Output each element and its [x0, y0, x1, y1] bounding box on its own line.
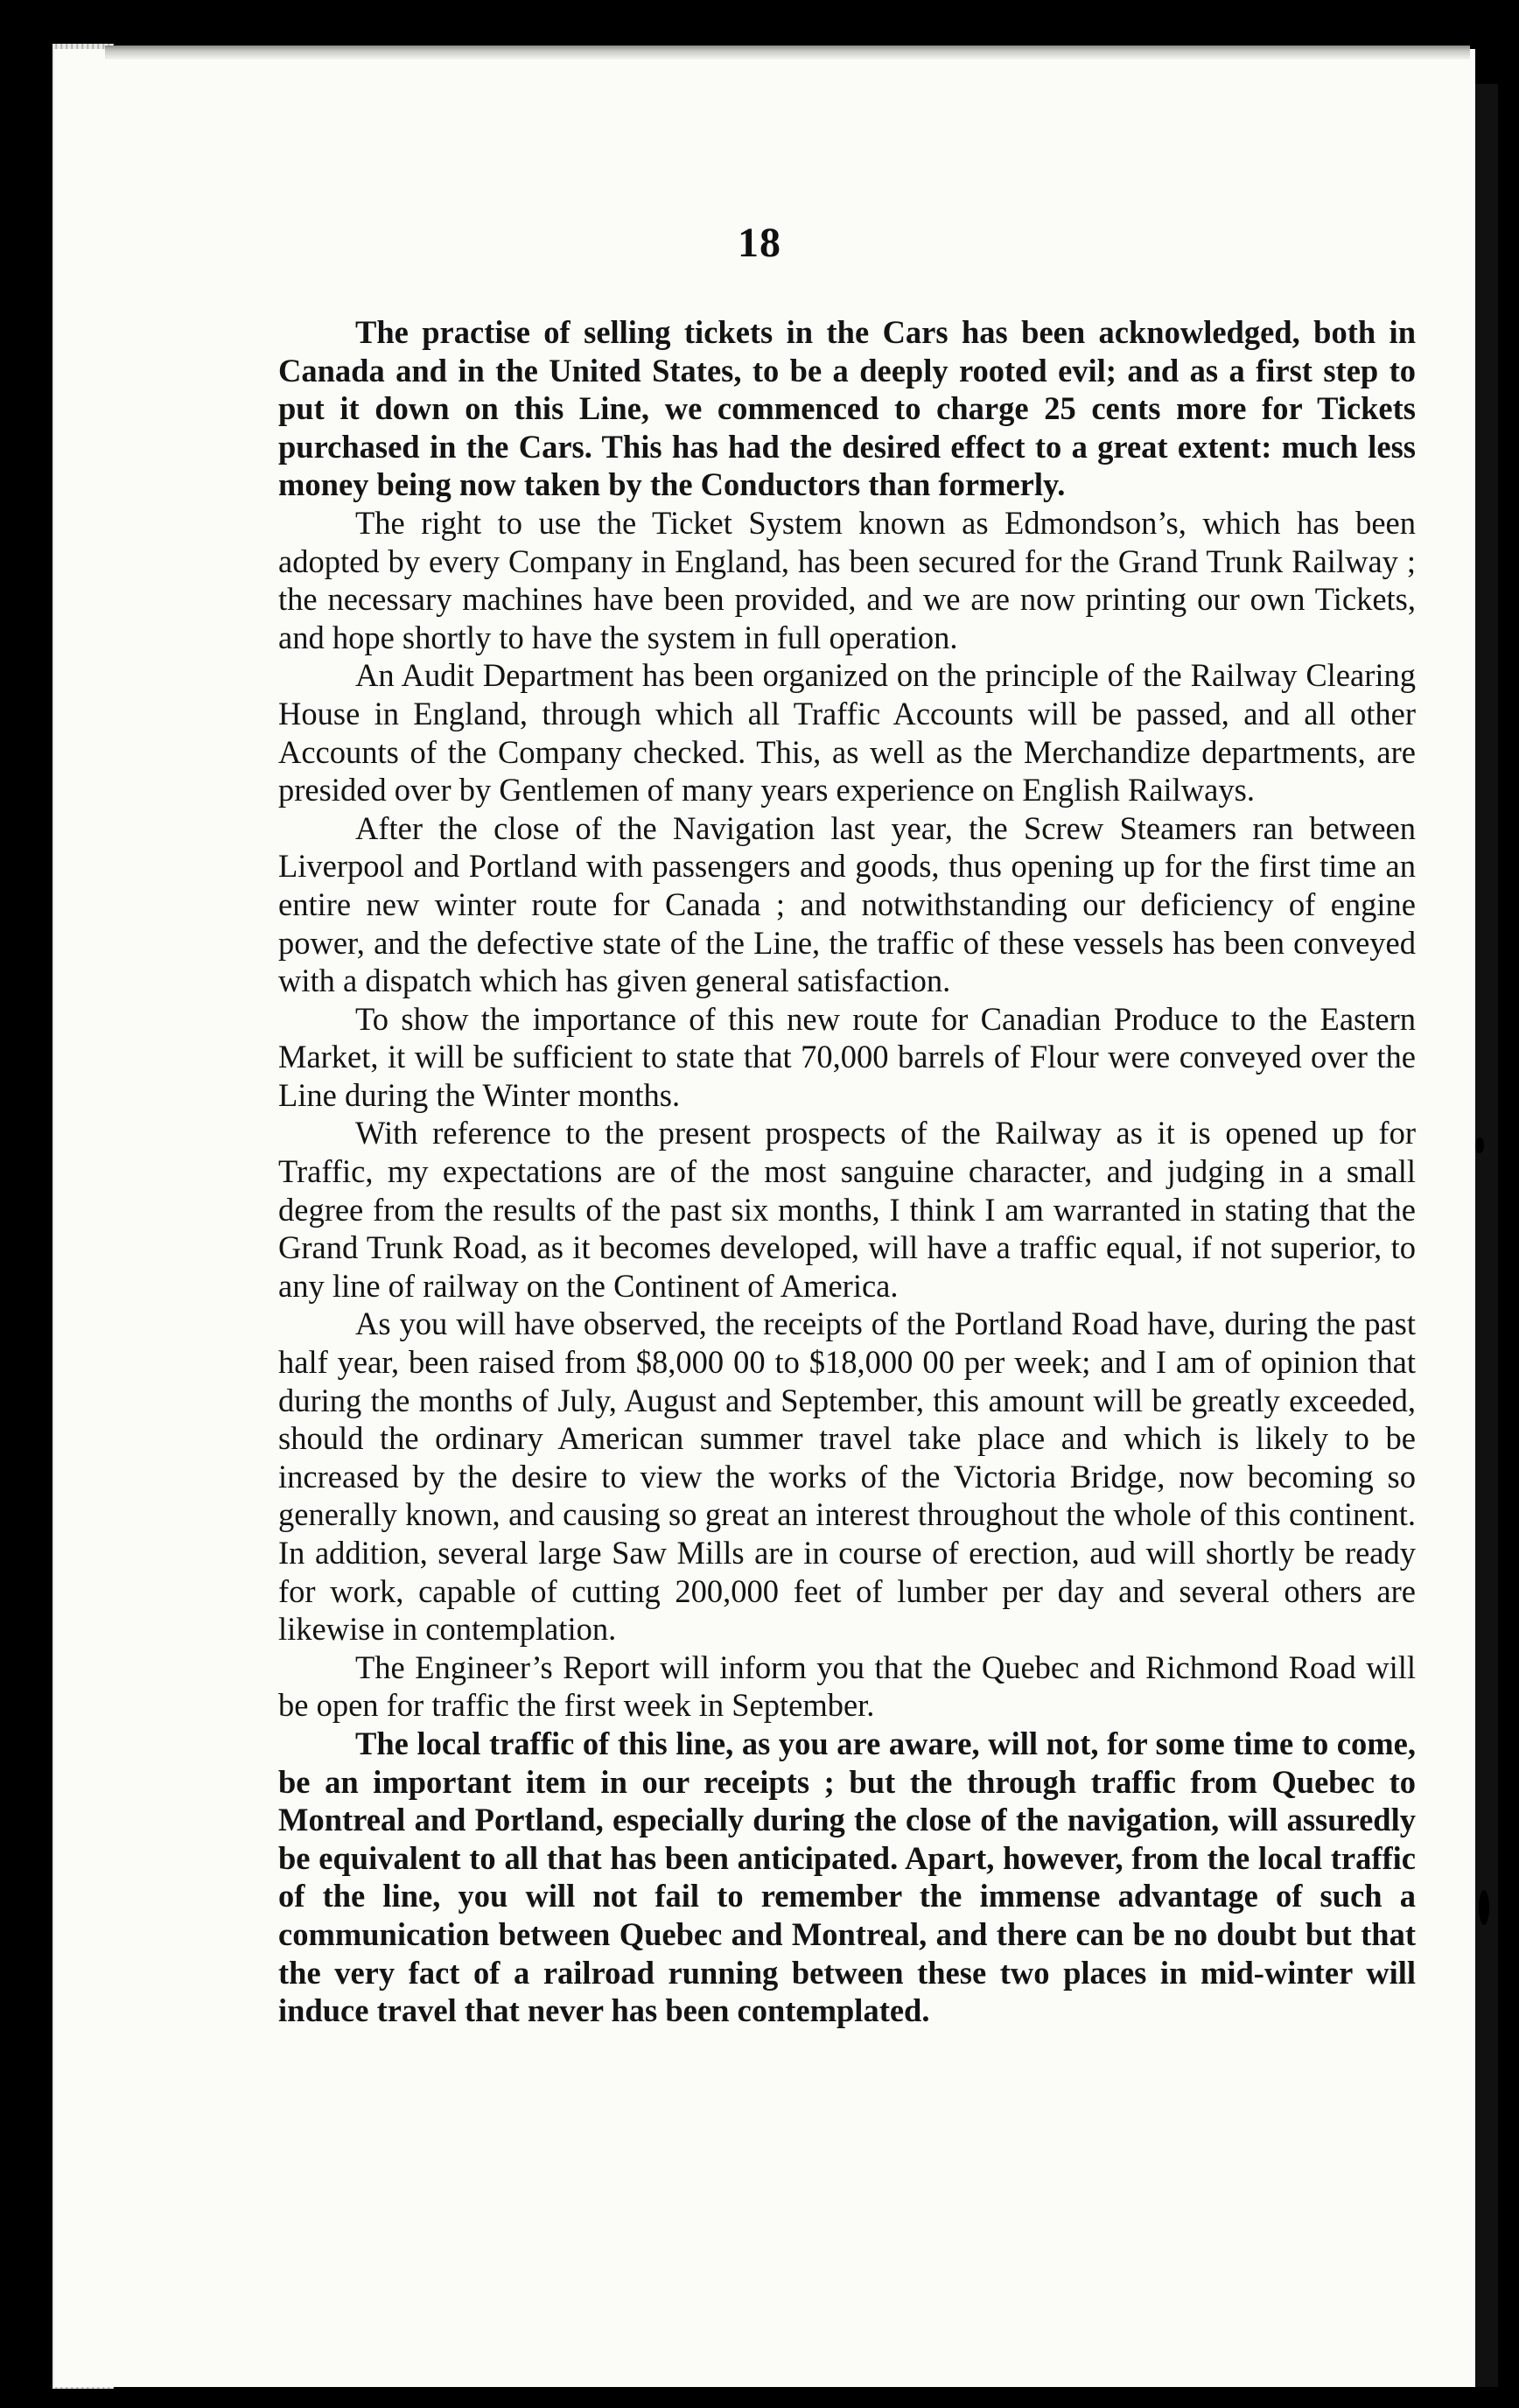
- scan-speck: [1479, 1890, 1489, 1925]
- page-edge-right: [1475, 84, 1498, 2387]
- paragraph: The practise of selling tickets in the Cars has been acknowledged, both in Canada and in the United States, to be a deeply rooted evil; and as a first step to put it down on this Line, we commenced to charge 25 cents more for Tickets purchased in the Cars. This has had the desired effect to a great extent: much less money being now taken by the Conductors than formerly.: [278, 314, 1416, 503]
- scan-speck: [5, 537, 14, 546]
- paragraph: After the close of the Navigation last year, the Screw Steamers ran between Liverpool and Portland with passengers and goods, thus opening up for the first time an entire new winter route for Canada ; and notwithstanding our deficiency of engine power, and the defective state of the Line, the traffic of these vessels has been conveyed with a dispatch which has given general satisfaction.: [278, 809, 1416, 999]
- paragraph: As you will have observed, the receipts of the Portland Road have, during the past half year, been raised from $8,000 00 to $18,000 00 per week; and I am of opinion that during the months of July, August and September, this amount will be greatly exceeded, should the ordinary American summer travel take place and which is likely to be increased by the desire to view the works of the Victoria Bridge, now becoming so generally known, and causing so great an interest throughout the whole of this continent. In addition, several large Saw Mills are in course of erection, aud will shortly be ready for work, capable of cutting 200,000 feet of lumber per day and several others are likewise in contemplation.: [278, 1306, 1416, 1648]
- page-number: 18: [738, 220, 781, 266]
- paragraph: To show the importance of this new route for Canadian Produce to the Eastern Market, it will be sufficient to state that 70,000 barrels of Flour were conveyed over the Line during the Winter months.: [278, 1000, 1416, 1113]
- paragraph: With reference to the present prospects of the Railway as it is opened up for Traffic, my expectations are of the most sanguine character, and judging in a small degree from the results of the past six months, I think I am warranted in stating that the Grand Trunk Road, as it becomes developed, will have a traffic equal, if not superior, to any line of railway on the Continent of America.: [278, 1115, 1416, 1304]
- body-text: [278, 313, 1416, 2030]
- paragraph: The local traffic of this line, as you are aware, will not, for some time to come, be an important item in our receipts ; but the through traffic from Quebec to Montreal and Portland, especially during the close of the navigation, will assuredly be equivalent to all that has been anticipated. Apart, however, from the local traffic of the line, you will not fail to remember the immense advantage of such a communication between Quebec and Montreal, and there can be no doubt but that the very fact of a railroad running between these two places in mid-winter will induce travel that never has been contemplated.: [278, 1725, 1416, 2029]
- paragraph: The right to use the Ticket System known as Edmondson’s, which has been adopted by every Company in England, has been secured for the Grand Trunk Railway ; the necessary machines have been provided, and we are now printing our own Tickets, and hope shortly to have the system in full operation.: [278, 504, 1416, 655]
- paragraph: The Engineer’s Report will inform you that the Quebec and Richmond Road will be open for traffic the first week in September.: [278, 1648, 1416, 1724]
- paragraph: An Audit Department has been organized on the principle of the Railway Clearing House in England, through which all Traffic Accounts will be passed, and all other Accounts of the Company checked. This, as well as the Merchandize departments, are presided over by Gentlemen of many years experience on English Railways.: [278, 657, 1416, 808]
- page-edge-top: [105, 46, 1470, 60]
- scan-speck: [1475, 1138, 1484, 1153]
